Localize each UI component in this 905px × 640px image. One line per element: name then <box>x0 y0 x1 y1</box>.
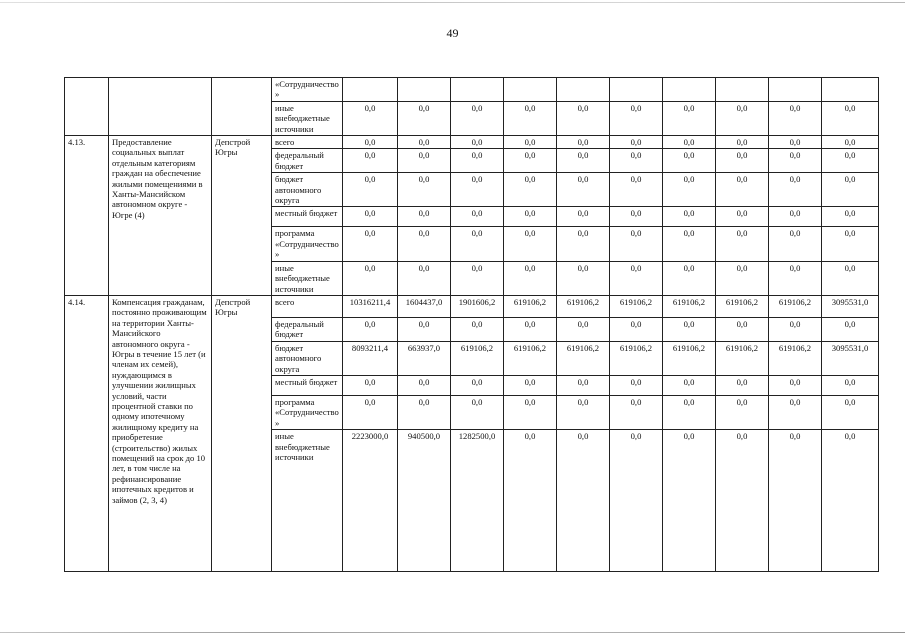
value-cell: 0,0 <box>557 375 610 395</box>
value-cell: 0,0 <box>557 317 610 341</box>
value-cell: 0,0 <box>663 375 716 395</box>
section-name-cell <box>109 78 212 136</box>
value-cell: 0,0 <box>610 101 663 135</box>
value-cell: 0,0 <box>504 317 557 341</box>
value-cell: 0,0 <box>504 149 557 173</box>
value-cell: 0,0 <box>610 173 663 207</box>
funding-source-cell: «Сотрудничество» <box>272 78 343 102</box>
value-cell: 619106,2 <box>716 341 769 375</box>
value-cell: 1901606,2 <box>451 295 504 317</box>
value-cell: 0,0 <box>343 207 398 227</box>
value-cell: 0,0 <box>822 430 879 572</box>
value-cell: 3095531,0 <box>822 341 879 375</box>
value-cell: 0,0 <box>822 227 879 261</box>
value-cell: 0,0 <box>451 101 504 135</box>
value-cell: 0,0 <box>610 149 663 173</box>
value-cell <box>557 78 610 102</box>
value-cell: 0,0 <box>398 149 451 173</box>
value-cell: 0,0 <box>451 207 504 227</box>
value-cell: 0,0 <box>769 149 822 173</box>
value-cell: 0,0 <box>398 136 451 149</box>
funding-source-cell: местный бюджет <box>272 207 343 227</box>
value-cell: 0,0 <box>663 149 716 173</box>
executor-cell <box>212 78 272 136</box>
value-cell: 0,0 <box>343 101 398 135</box>
value-cell: 0,0 <box>557 136 610 149</box>
value-cell: 0,0 <box>769 317 822 341</box>
value-cell: 0,0 <box>557 173 610 207</box>
table-row <box>65 136 879 149</box>
scan-edge-bottom <box>0 632 905 633</box>
value-cell: 0,0 <box>822 101 879 135</box>
funding-source-cell: бюджет автономного округа <box>272 341 343 375</box>
value-cell: 0,0 <box>716 317 769 341</box>
value-cell: 940500,0 <box>398 430 451 572</box>
value-cell: 619106,2 <box>610 341 663 375</box>
value-cell: 0,0 <box>451 317 504 341</box>
value-cell: 0,0 <box>504 207 557 227</box>
value-cell: 0,0 <box>663 101 716 135</box>
funding-source-cell: иные внебюджетные источники <box>272 261 343 295</box>
funding-source-cell: всего <box>272 295 343 317</box>
value-cell: 0,0 <box>716 261 769 295</box>
funding-source-cell: федеральный бюджет <box>272 149 343 173</box>
value-cell: 0,0 <box>822 173 879 207</box>
value-cell: 0,0 <box>504 173 557 207</box>
value-cell: 0,0 <box>610 136 663 149</box>
page-number: 49 <box>446 26 459 40</box>
value-cell <box>610 78 663 102</box>
value-cell <box>504 78 557 102</box>
value-cell: 0,0 <box>451 261 504 295</box>
value-cell: 0,0 <box>398 261 451 295</box>
value-cell <box>343 78 398 102</box>
section-number-cell: 4.14. <box>65 295 109 571</box>
section-name-cell: Предоставление социальных выплат отдельным категориям граждан на обеспечение жилыми помещениями в Ханты-Мансийском автономном округе - Югре (4) <box>109 136 212 296</box>
budget-table-body <box>65 78 879 572</box>
value-cell: 0,0 <box>398 227 451 261</box>
budget-table <box>64 77 879 572</box>
value-cell: 0,0 <box>451 375 504 395</box>
value-cell: 0,0 <box>610 317 663 341</box>
value-cell: 0,0 <box>504 101 557 135</box>
value-cell: 0,0 <box>769 375 822 395</box>
table-row <box>65 78 879 102</box>
value-cell: 0,0 <box>610 430 663 572</box>
value-cell: 0,0 <box>663 173 716 207</box>
value-cell: 0,0 <box>451 395 504 429</box>
value-cell: 0,0 <box>343 136 398 149</box>
value-cell: 0,0 <box>557 261 610 295</box>
value-cell: 0,0 <box>557 101 610 135</box>
value-cell: 619106,2 <box>663 341 716 375</box>
value-cell: 0,0 <box>557 207 610 227</box>
value-cell <box>663 78 716 102</box>
value-cell: 0,0 <box>451 136 504 149</box>
value-cell: 1282500,0 <box>451 430 504 572</box>
funding-source-cell: иные внебюджетные источники <box>272 101 343 135</box>
scan-edge-top <box>0 2 905 3</box>
value-cell: 0,0 <box>716 375 769 395</box>
value-cell: 0,0 <box>663 227 716 261</box>
value-cell: 0,0 <box>557 430 610 572</box>
value-cell: 619106,2 <box>451 341 504 375</box>
value-cell: 0,0 <box>822 395 879 429</box>
value-cell: 0,0 <box>769 395 822 429</box>
value-cell: 619106,2 <box>557 295 610 317</box>
value-cell: 663937,0 <box>398 341 451 375</box>
value-cell: 619106,2 <box>504 295 557 317</box>
value-cell: 619106,2 <box>716 295 769 317</box>
value-cell: 0,0 <box>716 207 769 227</box>
value-cell: 0,0 <box>769 261 822 295</box>
value-cell: 0,0 <box>610 227 663 261</box>
value-cell: 0,0 <box>769 227 822 261</box>
value-cell: 0,0 <box>451 149 504 173</box>
value-cell: 0,0 <box>610 207 663 227</box>
value-cell: 0,0 <box>398 101 451 135</box>
value-cell: 0,0 <box>663 395 716 429</box>
value-cell: 0,0 <box>769 207 822 227</box>
value-cell: 0,0 <box>716 136 769 149</box>
value-cell: 0,0 <box>822 149 879 173</box>
value-cell: 619106,2 <box>504 341 557 375</box>
value-cell <box>769 78 822 102</box>
value-cell: 0,0 <box>343 317 398 341</box>
value-cell: 0,0 <box>716 149 769 173</box>
value-cell <box>716 78 769 102</box>
value-cell: 0,0 <box>716 395 769 429</box>
value-cell: 619106,2 <box>769 295 822 317</box>
value-cell: 0,0 <box>343 395 398 429</box>
value-cell: 0,0 <box>504 261 557 295</box>
funding-source-cell: местный бюджет <box>272 375 343 395</box>
value-cell: 0,0 <box>557 227 610 261</box>
value-cell: 0,0 <box>398 317 451 341</box>
value-cell: 0,0 <box>504 136 557 149</box>
value-cell: 0,0 <box>451 173 504 207</box>
value-cell: 0,0 <box>504 375 557 395</box>
value-cell: 0,0 <box>822 207 879 227</box>
value-cell: 0,0 <box>663 207 716 227</box>
executor-cell: Депстрой Югры <box>212 136 272 296</box>
funding-source-cell: иные внебюджетные источники <box>272 430 343 572</box>
value-cell: 0,0 <box>822 317 879 341</box>
section-number-cell <box>65 78 109 136</box>
value-cell: 0,0 <box>610 261 663 295</box>
value-cell: 0,0 <box>398 395 451 429</box>
value-cell: 0,0 <box>716 101 769 135</box>
section-name-cell: Компенсация гражданам, постоянно проживающим на территории Ханты-Мансийского автономного округа - Югры в течение 15 лет (и членам их семей), нуждающимся в улучшении жилищных условий, части процентной ставки по одному ипотечному жилищному кредиту на приобретение (строительство) жилых помещений на срок до 10 лет, в том числе на рефинансирование ипотечных кредитов и займов (2, 3, 4) <box>109 295 212 571</box>
value-cell: 0,0 <box>343 261 398 295</box>
value-cell: 0,0 <box>663 317 716 341</box>
value-cell: 0,0 <box>663 136 716 149</box>
funding-source-cell: бюджет автономного округа <box>272 173 343 207</box>
value-cell <box>822 78 879 102</box>
value-cell: 0,0 <box>769 430 822 572</box>
value-cell: 0,0 <box>504 430 557 572</box>
value-cell: 0,0 <box>610 395 663 429</box>
value-cell: 0,0 <box>663 430 716 572</box>
value-cell <box>398 78 451 102</box>
funding-source-cell: всего <box>272 136 343 149</box>
value-cell: 0,0 <box>716 227 769 261</box>
value-cell: 0,0 <box>769 101 822 135</box>
value-cell: 0,0 <box>343 375 398 395</box>
value-cell: 0,0 <box>663 261 716 295</box>
value-cell: 0,0 <box>822 136 879 149</box>
value-cell: 3095531,0 <box>822 295 879 317</box>
value-cell: 0,0 <box>822 375 879 395</box>
value-cell: 10316211,4 <box>343 295 398 317</box>
value-cell: 0,0 <box>451 227 504 261</box>
value-cell: 0,0 <box>769 136 822 149</box>
value-cell: 0,0 <box>398 173 451 207</box>
funding-source-cell: федеральный бюджет <box>272 317 343 341</box>
value-cell: 0,0 <box>610 375 663 395</box>
value-cell: 0,0 <box>343 173 398 207</box>
funding-source-cell: программа «Сотрудничество» <box>272 395 343 429</box>
value-cell: 2223000,0 <box>343 430 398 572</box>
table-row <box>65 295 879 317</box>
value-cell: 0,0 <box>716 430 769 572</box>
executor-cell: Депстрой Югры <box>212 295 272 571</box>
value-cell: 1604437,0 <box>398 295 451 317</box>
value-cell: 619106,2 <box>610 295 663 317</box>
section-number-cell: 4.13. <box>65 136 109 296</box>
value-cell: 619106,2 <box>769 341 822 375</box>
value-cell: 0,0 <box>769 173 822 207</box>
value-cell: 0,0 <box>343 227 398 261</box>
value-cell: 0,0 <box>504 395 557 429</box>
value-cell: 0,0 <box>822 261 879 295</box>
value-cell <box>451 78 504 102</box>
value-cell: 0,0 <box>343 149 398 173</box>
value-cell: 619106,2 <box>557 341 610 375</box>
value-cell: 0,0 <box>398 375 451 395</box>
funding-source-cell: программа «Сотрудничество» <box>272 227 343 261</box>
value-cell: 0,0 <box>557 395 610 429</box>
value-cell: 619106,2 <box>663 295 716 317</box>
value-cell: 8093211,4 <box>343 341 398 375</box>
value-cell: 0,0 <box>504 227 557 261</box>
value-cell: 0,0 <box>557 149 610 173</box>
value-cell: 0,0 <box>398 207 451 227</box>
value-cell: 0,0 <box>716 173 769 207</box>
